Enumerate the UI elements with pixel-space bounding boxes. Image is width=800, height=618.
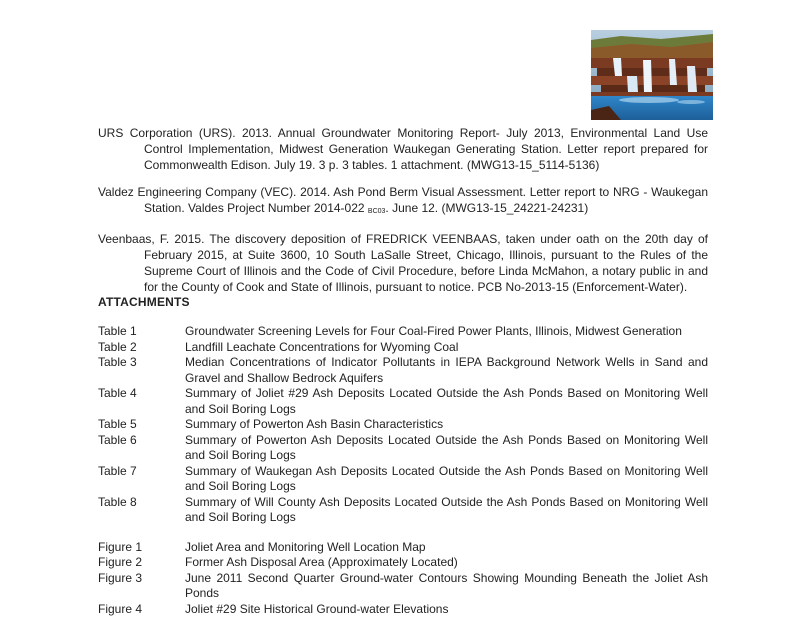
table-4-label: Table 4	[98, 386, 137, 400]
table-2-title: Landfill Leachate Concentrations for Wyoming Coal	[185, 339, 459, 354]
table-5-entry	[98, 417, 708, 433]
reference-vec-2014: Valdez Engineering Company (VEC). 2014. Ash Pond Berm Visual Assessment. Letter report to NRG - Waukegan Station. Valdes Project Number 2014-022 BC03. June 12. (MWG13-15_24221-24231)	[98, 185, 708, 215]
table-8-title: Summary of Will County Ash Deposits Located Outside the Ash Ponds Based on Monitoring Well and Soil Boring Logs	[185, 494, 708, 524]
reference-urs-2013: URS Corporation (URS). 2013. Annual Groundwater Monitoring Report- July 2013, Environmental Land Use Control Implementation, Midwest Generation Waukegan Generating Station. Letter report prepared for Commonwealth Edison. July 19. 3 p. 3 tables. 1 attachment. (MWG13-15_5114-5136)	[98, 126, 708, 172]
table-8-entry	[98, 495, 708, 526]
table-4-entry	[98, 386, 708, 417]
table-2-entry	[98, 340, 708, 356]
attachments-list	[98, 324, 708, 617]
table-7-title: Summary of Waukegan Ash Deposits Located Outside the Ash Ponds Based on Monitoring Well and Soil Boring Logs	[185, 463, 708, 493]
figure-2-entry	[98, 555, 708, 571]
table-6-title: Summary of Powerton Ash Deposits Located Outside the Ash Ponds Based on Monitoring Well and Soil Boring Logs	[185, 432, 708, 462]
table-1-entry	[98, 324, 708, 340]
table-3-entry	[98, 355, 708, 386]
table-4-title: Summary of Joliet #29 Ash Deposits Located Outside the Ash Ponds Based on Monitoring Well and Soil Boring Logs	[185, 386, 708, 416]
figure-2-label: Figure 2	[98, 555, 143, 569]
table-7-entry	[98, 464, 708, 495]
figure-3-label: Figure 3	[98, 570, 143, 585]
figure-1-entry	[98, 540, 708, 556]
attachments-heading: ATTACHMENTS	[98, 295, 190, 309]
table-3-title: Median Concentrations of Indicator Pollutants in IEPA Background Network Wells in Sand and Gravel and Shallow Bedrock Aquifers	[185, 355, 708, 385]
table-8-label: Table 8	[98, 494, 137, 509]
table-5-title: Summary of Powerton Ash Basin Characteristics	[185, 417, 444, 431]
table-2-label: Table 2	[98, 339, 137, 354]
waterfall-logo-image	[591, 30, 713, 120]
table-5-label: Table 5	[98, 417, 137, 431]
reference-subscript: BC03	[367, 208, 386, 215]
figure-4-label: Figure 4	[98, 601, 143, 616]
section-spacer	[98, 526, 708, 540]
waterfall-icon	[591, 30, 713, 120]
figure-3-entry	[98, 571, 708, 602]
figure-3-title: June 2011 Second Quarter Ground-water Contours Showing Mounding Beneath the Joliet Ash Ponds	[185, 570, 708, 600]
figure-2-title: Former Ash Disposal Area (Approximately Located)	[185, 555, 458, 569]
table-1-label: Table 1	[98, 324, 137, 338]
figure-1-label: Figure 1	[98, 539, 143, 554]
table-1-title: Groundwater Screening Levels for Four Coal-Fired Power Plants, Illinois, Midwest Generation	[185, 324, 682, 338]
references-list	[98, 125, 708, 306]
reference-veenbaas-2015: Veenbaas, F. 2015. The discovery deposition of FREDRICK VEENBAAS, taken under oath on the 20th day of February 2015, at Suite 3600, 10 South LaSalle Street, Chicago, Illinois, pursuant to the Rules of the Supreme Court of Illinois and the Code of Civil Procedure, before Linda McMahon, a notary public in and for the County of Cook and State of Illinois, pursuant to notice. PCB No-2013-15 (Enforcement-Water).	[98, 232, 708, 294]
figure-1-title: Joliet Area and Monitoring Well Location Map	[185, 539, 426, 554]
table-3-label: Table 3	[98, 355, 137, 369]
table-6-label: Table 6	[98, 432, 137, 447]
figure-4-title: Joliet #29 Site Historical Ground-water Elevations	[185, 601, 449, 616]
table-6-entry	[98, 433, 708, 464]
table-7-label: Table 7	[98, 463, 137, 478]
figure-4-entry	[98, 602, 708, 618]
